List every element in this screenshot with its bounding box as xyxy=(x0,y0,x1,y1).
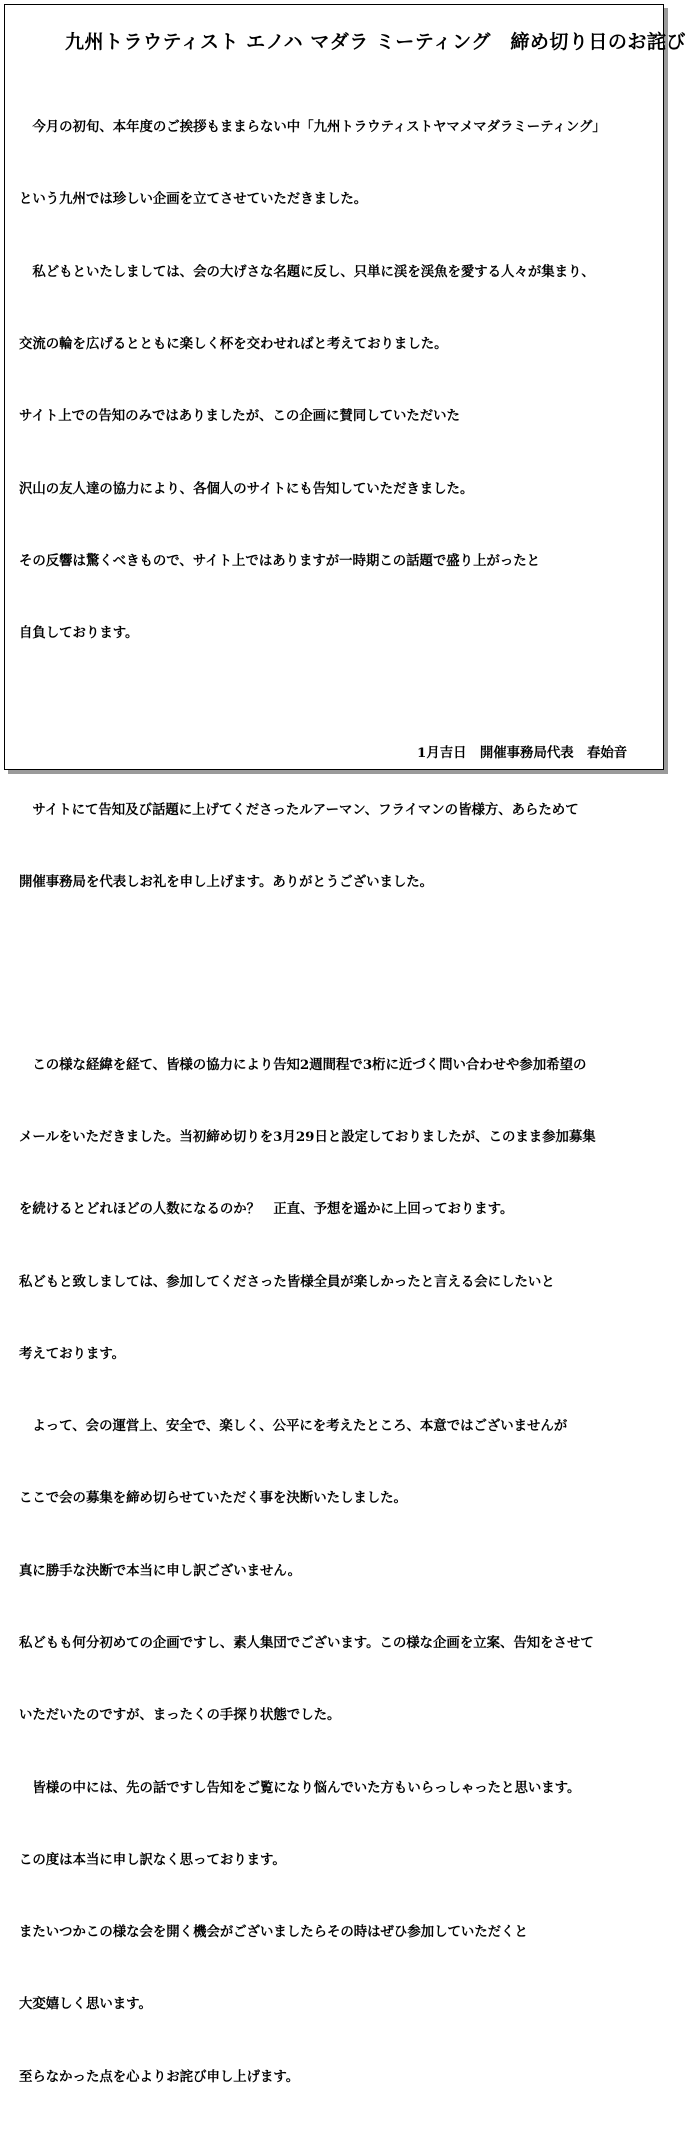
text-line: 開催事務局を代表しお礼を申し上げます。ありがとうございました。 xyxy=(19,874,434,891)
text-line: 考えております。 xyxy=(19,1345,126,1362)
text-line: いただいたのですが、まったくの手探り状態でした。 xyxy=(19,1707,341,1724)
text-line: 真に勝手な決断で本当に申し訳ございません。 xyxy=(19,1562,302,1579)
text-line: 今月の初旬、本年度のご挨拶もままらない中「九州トラウティストヤマメマダラミーティング」 xyxy=(19,119,606,136)
text-line: メールをいただきました。当初締め切りを3月29日と設定しておりましたが、このまま参加募集 xyxy=(19,1129,596,1146)
text-line: 私どもも何分初めての企画ですし、素人集団でございます。この様な企画を立案、告知をさせて xyxy=(19,1635,594,1651)
text-line: 大変嬉しく思います。 xyxy=(19,1996,152,2013)
page-title: 九州トラウティスト エノハ マダラ ミーティング 締め切り日のお詫び xyxy=(65,31,686,53)
text-line: 交流の輪を広げるとともに楽しく杯を交わせればと考えておりました。 xyxy=(19,336,448,353)
text-line: を続けるとどれほどの人数になるのか？ 正直、予想を遥かに上回っております。 xyxy=(19,1201,514,1218)
text-line: この度は本当に申し訳なく思っております。 xyxy=(19,1851,286,1868)
notice-frame xyxy=(4,4,686,2085)
text-line: 沢山の友人達の協力により、各個人のサイトにも告知していただきました。 xyxy=(19,480,474,497)
text-line: その反響は驚くべきもので、サイト上ではありますが一時期この話題で盛り上がったと xyxy=(19,552,541,569)
paragraph-gap xyxy=(19,718,659,726)
text-line: 自負しております。 xyxy=(19,625,139,642)
text-line: よって、会の運営上、安全で、楽しく、公平にを考えたところ、本意ではございませんが xyxy=(19,1418,568,1435)
text-line: 私どもと致しましては、参加してくださった皆様全員が楽しかったと言える会にしたいと xyxy=(19,1273,555,1290)
signature: 1月吉日 開催事務局代表 春始音 xyxy=(417,745,628,761)
text-line: 至らなかった点を心よりお詫び申し上げます。 xyxy=(19,2068,300,2085)
text-line: サイトにて告知及び話題に上げてくださったルアーマン、フライマンの皆様方、あらためて xyxy=(19,801,579,818)
text-line: ここで会の募集を締め切らせていただく事を決断いたしました。 xyxy=(19,1490,407,1507)
text-line: 皆様の中には、先の話ですし告知をご覧になり悩んでいた方もいらっしゃったと思います。 xyxy=(19,1779,581,1796)
text-line: サイト上での告知のみではありましたが、この企画に賛同していただいた xyxy=(19,408,460,425)
notice-body xyxy=(19,67,659,2137)
text-line: この様な経緯を経て、皆様の協力により告知2週間程で3桁に近づく問い合わせや参加希望の xyxy=(19,1056,587,1073)
text-line: という九州では珍しい企画を立てさせていただきました。 xyxy=(19,191,368,208)
text-line: 私どもといたしましては、会の大げさな名題に反し、只単に渓を渓魚を愛する人々が集まり、 xyxy=(19,263,595,280)
paragraph-gap xyxy=(19,966,659,980)
text-line: またいつかこの様な会を開く機会がございましたらその時はぜひ参加していただくと xyxy=(19,1924,528,1941)
